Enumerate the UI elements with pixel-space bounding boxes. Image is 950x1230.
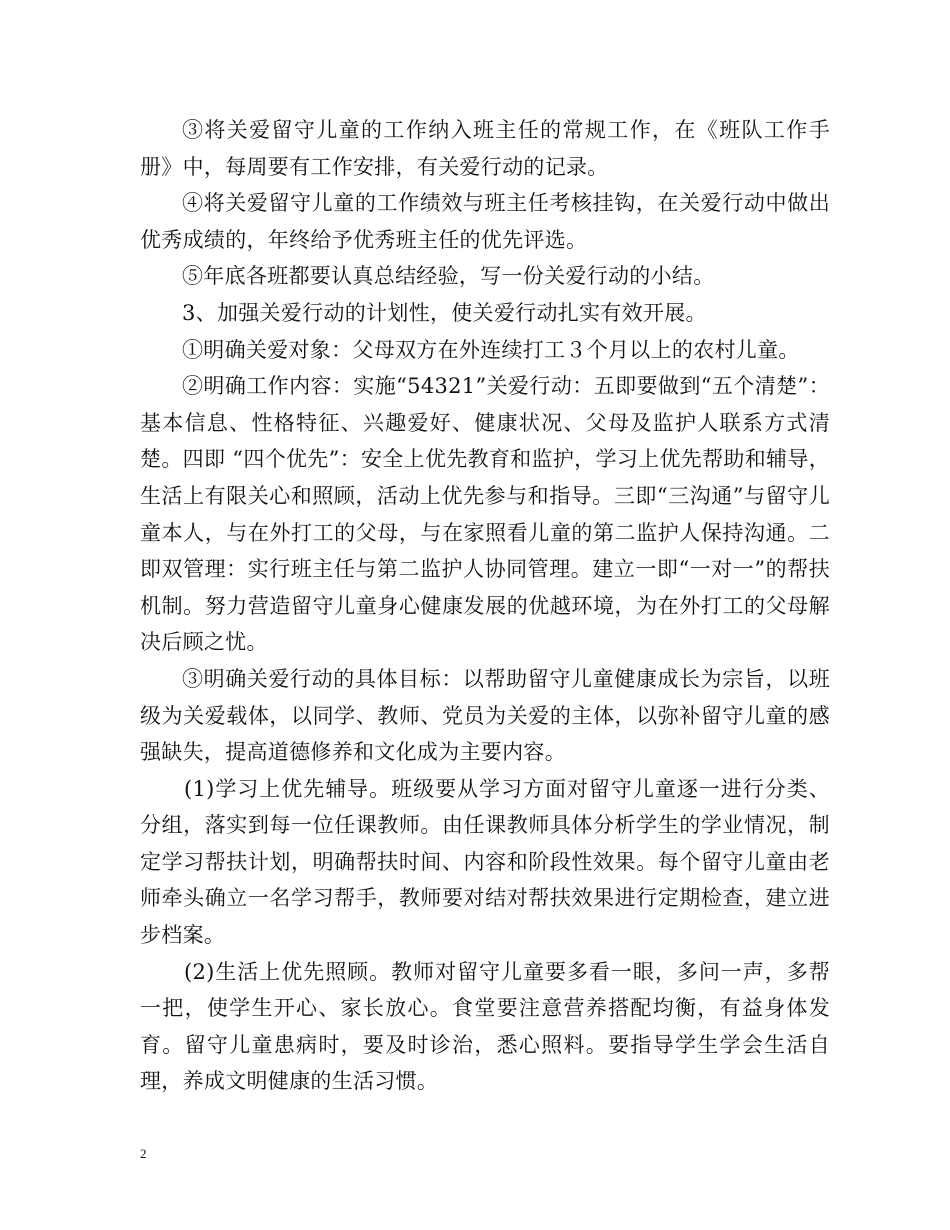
section-heading-3: 3、加强关爱行动的计划性，使关爱行动扎实有效开展。: [182, 300, 707, 325]
paragraph-care-target: ①明确关爱对象：父母双方在外连续打工３个月以上的农村儿童。: [182, 337, 800, 362]
document-body: [140, 112, 830, 1100]
paragraph-item-5: ⑤年底各班都要认真总结经验，写一份关爱行动的小结。: [182, 264, 715, 289]
paragraph-item-4: ④将关爱留守儿童的工作绩效与班主任考核挂钩，在关爱行动中做出优秀成绩的，年终给予优秀班主任的优先评选。: [140, 191, 830, 252]
paragraph-work-content: ②明确工作内容：实施“54321”关爱行动：五即要做到“五个清楚”：基本信息、性格特征、兴趣爱好、健康状况、父母及监护人联系方式清楚。四即 “四个优先”：安全上优先教育和监护，学习上优先帮助和辅导，生活上有限关心和照顾，活动上优先参与和指导。三即“三沟通”与留守儿童本人，与在外打工的父母，与在家照看儿童的第二监护人保持沟通。二即双管理：实行班主任与第二监护人协同管理。建立一即“一对一”的帮扶机制。努力营造留守儿童身心健康发展的优越环境，为在外打工的父母解决后顾之忧。: [140, 374, 830, 655]
paragraph-study-support: (1)学习上优先辅导。班级要从学习方面对留守儿童逐一进行分类、分组，落实到每一位任课教师。由任课教师具体分析学生的学业情况，制定学习帮扶计划，明确帮扶时间、内容和阶段性效果。每个留守儿童由老师牵头确立一名学习帮手，教师要对结对帮扶效果进行定期检查，建立进步档案。: [140, 776, 830, 948]
page-number: 2: [140, 1146, 147, 1161]
paragraph-life-care: (2)生活上优先照顾。教师对留守儿童要多看一眼，多问一声，多帮一把，使学生开心、家长放心。食堂要注意营养搭配均衡，有益身体发育。留守儿童患病时，要及时诊治，悉心照料。要指导学生学会生活自理，养成文明健康的生活习惯。: [140, 959, 830, 1094]
paragraph-item-3: ③将关爱留守儿童的工作纳入班主任的常规工作，在《班队工作手册》中，每周要有工作安排，有关爱行动的记录。: [140, 118, 830, 179]
paragraph-specific-goals: ③明确关爱行动的具体目标：以帮助留守儿童健康成长为宗旨，以班级为关爱载体，以同学、教师、党员为关爱的主体，以弥补留守儿童的感强缺失，提高道德修养和文化成为主要内容。: [140, 666, 830, 765]
